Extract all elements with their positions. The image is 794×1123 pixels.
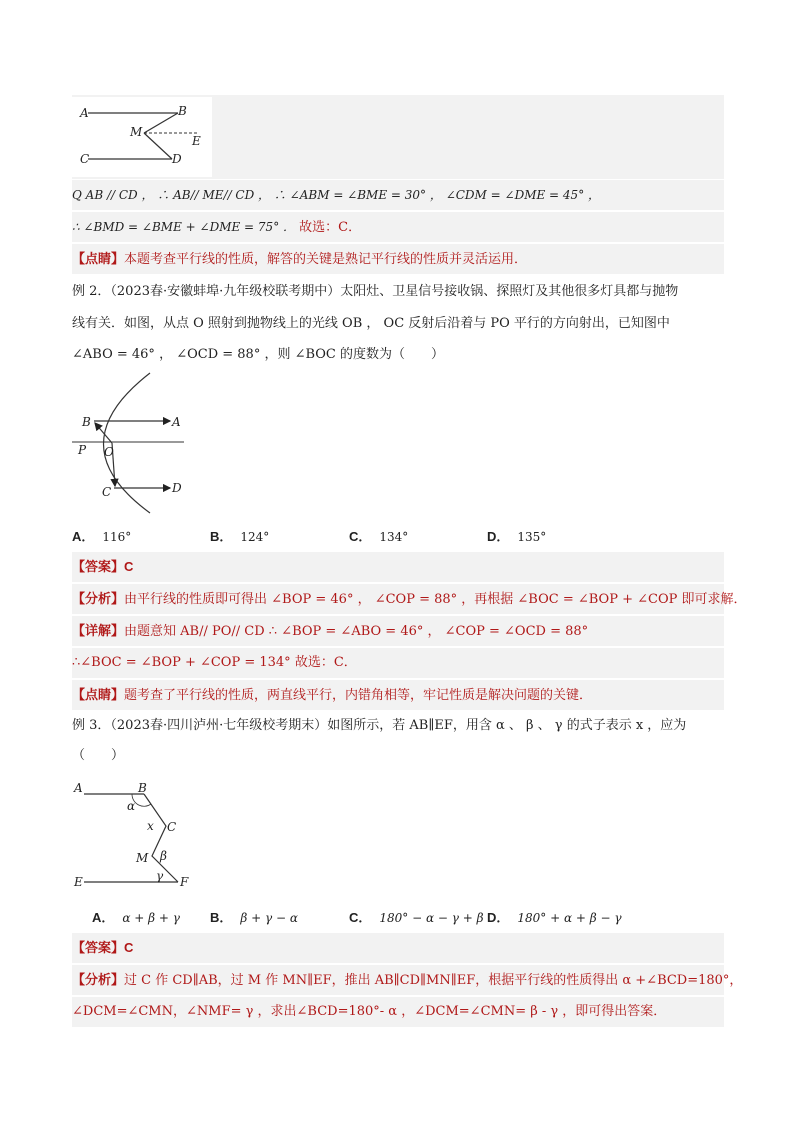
ex3-label-gamma: γ	[156, 869, 164, 883]
ex3-analysis-cont	[72, 997, 724, 1027]
ex2-option-c-label: C．	[349, 529, 372, 544]
ex2-label-B: B	[82, 415, 91, 429]
figure1-diagram	[72, 97, 212, 177]
fig1-label-C: C	[80, 152, 90, 166]
ex3-answer-value: C	[124, 940, 134, 955]
example2-line1: 例 2．（2023春·安徽蚌埠·九年级校联考期中）太阳灶、卫星信号接收锅、探照灯及其他很多灯具都与抛物	[72, 284, 679, 299]
ex3-label-B: B	[138, 781, 147, 795]
fig1-label-B: B	[178, 104, 187, 118]
ex2-label-O: O	[104, 445, 114, 459]
ex2-option-b-value: 124°	[240, 530, 270, 544]
ex2-comment	[72, 680, 724, 710]
ex2-comment-label: 【点睛】	[72, 687, 125, 702]
example3-line2: （ ）	[72, 748, 125, 763]
ex3-option-c-label: C．	[349, 910, 372, 925]
ex2-option-b-label: B．	[210, 529, 233, 544]
example2-line2: 线有关．如图，从点 O 照射到抛物线上的光线 OB ， OC 反射后沿着与 PO 平行的方向射出，已知图中	[72, 316, 670, 331]
ex3-label-F: F	[180, 875, 189, 889]
ex2-label-P: P	[78, 443, 87, 457]
ex3-option-b-value: β + γ − α	[240, 911, 298, 925]
ex3-analysis-line2: ∠DCM=∠CMN，∠NMF= γ ，求出∠BCD=180°- α ，∠DCM=∠CMN= β - γ ，即可得出答案．	[72, 1004, 667, 1019]
ex2-detail-text: 由题意知 AB// PO// CD ∴ ∠BOP = ∠ABO = 46° ， ∠COP = ∠OCD = 88°	[124, 624, 589, 639]
ex2-analysis	[72, 584, 747, 614]
fig1-label-D: D	[172, 152, 182, 166]
ex2-option-c[interactable]	[349, 526, 408, 545]
ex2-comment-text: 题考查了平行线的性质，两直线平行，内错角相等，牢记性质是解决问题的关键．	[124, 688, 593, 703]
ex2-answer-label: 【答案】	[72, 559, 125, 574]
fig1-label-A: A	[80, 106, 89, 120]
ex3-label-E: E	[74, 875, 83, 889]
ex3-analysis	[72, 965, 743, 995]
ex3-option-a-label: A．	[92, 910, 115, 925]
prev-comment	[72, 244, 724, 274]
ex3-option-c[interactable]	[349, 907, 484, 926]
ex3-option-b-label: B．	[210, 910, 233, 925]
prev-solution-line2	[72, 212, 724, 242]
ex2-answer-value: C	[124, 559, 134, 574]
ex3-label-M: M	[136, 851, 149, 865]
ex2-detail	[72, 616, 724, 646]
ex2-option-b[interactable]	[210, 526, 269, 545]
ex3-analysis-line1: 过 C 作 CD∥AB，过 M 作 MN∥EF，推出 AB∥CD∥MN∥EF，根据平行线的性质得出 α +∠BCD=180°，	[124, 973, 743, 988]
ex2-label-D: D	[172, 481, 182, 495]
ex3-option-a-value: α + β + γ	[122, 911, 180, 925]
ex2-option-d-value: 135°	[517, 530, 547, 544]
ex3-option-d-label: D．	[487, 910, 510, 925]
ex3-label-alpha: α	[127, 799, 136, 813]
fig1-label-E: E	[192, 134, 201, 148]
prev-solution-choice: 故选：C．	[299, 220, 362, 235]
ex2-analysis-label: 【分析】	[72, 591, 125, 606]
example2-figure	[72, 370, 192, 518]
ex2-detail-label: 【详解】	[72, 623, 125, 638]
ex3-answer-label: 【答案】	[72, 940, 125, 955]
ex3-option-a[interactable]	[92, 907, 180, 926]
ex3-label-beta: β	[160, 849, 167, 863]
ex3-option-d[interactable]	[487, 907, 622, 926]
ex2-answer	[72, 552, 724, 582]
ex3-label-A: A	[74, 781, 83, 795]
ex2-option-a-label: A．	[72, 529, 95, 544]
ex2-option-a-value: 116°	[102, 530, 132, 544]
ex2-label-A: A	[172, 415, 181, 429]
prev-comment-label: 【点睛】	[72, 251, 125, 266]
ex2-option-d[interactable]	[487, 526, 546, 545]
ex3-option-d-value: 180° + α + β − γ	[517, 911, 622, 925]
ex2-option-c-value: 134°	[379, 530, 409, 544]
ex2-option-a[interactable]	[72, 526, 131, 545]
prev-solution-line1-text: Q AB // CD ， ∴ AB// ME// CD ， ∴ ∠ABM = ∠BME = 30° ， ∠CDM = ∠DME = 45° ，	[72, 188, 601, 202]
ex2-analysis-text: 由平行线的性质即可得出 ∠BOP = 46° ， ∠COP = 88° ，再根据 ∠BOC = ∠BOP + ∠COP 即可求解．	[124, 592, 747, 607]
ex3-answer	[72, 933, 724, 963]
example3-figure	[72, 776, 202, 892]
prev-solution-line2-math: ∴ ∠BMD = ∠BME + ∠DME = 75° ．	[72, 220, 296, 234]
ex3-analysis-label: 【分析】	[72, 972, 125, 987]
prev-solution-line1	[72, 180, 724, 210]
ex3-option-c-value: 180° − α − γ + β	[379, 911, 484, 925]
ex2-option-d-label: D．	[487, 529, 510, 544]
example2-line3: ∠ABO = 46° ， ∠OCD = 88° ，则 ∠BOC 的度数为（ ）	[72, 347, 445, 362]
prev-comment-text: 本题考查平行线的性质，解答的关键是熟记平行线的性质并灵活运用．	[124, 252, 528, 267]
ex2-detail-line2	[72, 648, 724, 678]
ex3-option-b[interactable]	[210, 907, 298, 926]
fig1-label-M: M	[130, 125, 143, 139]
ex2-label-C: C	[102, 485, 112, 499]
ex2-detail-line2-text: ∴∠BOC = ∠BOP + ∠COP = 134° 故选：C．	[72, 655, 357, 670]
example3-line1: 例 3．（2023春·四川泸州·七年级校考期末）如图所示，若 AB∥EF，用含 α 、 β 、 γ 的式子表示 x ，应为	[72, 718, 687, 733]
ex3-label-C: C	[167, 820, 177, 834]
ex3-label-x: x	[147, 819, 154, 833]
